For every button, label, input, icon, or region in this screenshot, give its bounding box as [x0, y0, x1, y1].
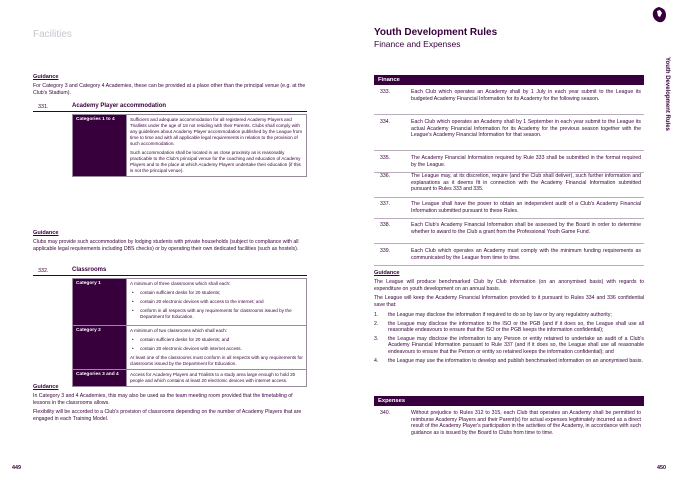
- guidance-text: Clubs may provide such accommodation by lodging students with private households (subject to compliance with all applicable legal requirements including DBS checks) or by operating their own dedicated facilities (such as hostels).: [33, 239, 299, 252]
- list-marker: 1.: [374, 312, 379, 318]
- list-text: the League may disclose the information to any Person or entity retained to undertake an audit of a Club's Academy Financial Information pursuant to Rule 337 (and if it does so, the League shall use all reasonable endeavours to ensure that the Person or entity so retained keeps the information confidential); and: [388, 335, 644, 355]
- bullet-item: • contain sufficient desks for 20 students;: [130, 290, 303, 296]
- finance-section-bar: Finance: [374, 75, 644, 85]
- guidance-text: In Category 3 and 4 Academies, this may also be used as the team meeting room provided that the timetabling of lessons in the classrooms allows.: [33, 393, 293, 406]
- requirement-cell: [127, 279, 307, 326]
- guidance-heading: Guidance: [33, 384, 59, 390]
- rule-title: Academy Player accommodation: [72, 103, 167, 109]
- list-text: the League may use the information to develop and publish benchmarked information on an anonymised basis.: [388, 357, 643, 364]
- bullet-item: • contain sufficient desks for 20 students; and: [130, 337, 303, 343]
- rule-row: [374, 155, 644, 173]
- rule-number: 340.: [380, 410, 391, 416]
- table-row: [73, 115, 307, 177]
- accommodation-table: [72, 114, 307, 177]
- requirement-cell: Access for Academy Players and Trialists to a study area large enough to hold 20 people and which contains at least 20 electronic devices with internet access.: [127, 370, 307, 387]
- guidance-text: For Category 3 and Category 4 Academies, these can be provided at a place other than the principal venue (e.g. at the Club's Stadium).: [33, 83, 306, 96]
- list-item: [374, 336, 644, 356]
- classrooms-table: [72, 278, 307, 387]
- list-text: the League may disclose the information if required to do so by law or by any regulatory authority;: [388, 312, 612, 318]
- requirement-cell: [127, 115, 307, 177]
- category-cell: Categories 3 and 4: [73, 370, 127, 387]
- requirement-text: A minimum of three classrooms which shall each:: [130, 281, 231, 286]
- requirement-text: At least one of the classrooms must conform in all respects with any requirements for classrooms issued by the Department for Education.: [130, 355, 303, 366]
- rule-row: [374, 248, 644, 266]
- guidance-text: The League will keep the Academy Financial Information provided to it pursuant to Rules 334 and 336 confidential save that:: [374, 295, 644, 308]
- rule-row: [374, 173, 644, 198]
- rule-text: Each Club which operates an Academy shall by 1 September in each year submit to the League its actual Academy Financial Information for its Academy for the previous season together with the League's Academy Financial Information for that season.: [411, 119, 641, 139]
- rule-number: 333.: [380, 89, 391, 95]
- side-section-label: [661, 57, 671, 157]
- rule-text: Each Club which operates an Academy must comply with the minimum funding requirements as communicated by the League from time to time.: [411, 248, 641, 261]
- rule-number: 337.: [380, 201, 391, 207]
- rule-row: [374, 222, 644, 244]
- table-row: [73, 326, 307, 370]
- bullet-item: • conform in all respects with any requirements for classrooms issued by the Department for Education.: [130, 308, 303, 320]
- rule-number: 334.: [380, 119, 391, 125]
- list-item: [374, 321, 644, 334]
- requirement-text: Such accommodation shall be located in as close proximity as is reasonably practicable to the Club's principal venue for the coaching and education of Academy Players and to the place at which Academy Players undertake their education (if this is not the principal venue).: [130, 150, 301, 173]
- rule-number: 338.: [380, 222, 391, 228]
- list-marker: 4.: [374, 357, 379, 364]
- rule-text: Each Club's Academy Financial Information shall be assessed by the Board in order to determine whether to award to the Club a grant from the Professional Youth Game Fund.: [411, 222, 641, 235]
- rule-divider: [33, 275, 307, 276]
- category-cell: Category 1: [73, 279, 127, 326]
- guidance-text: The League will produce benchmarked Club by Club information (on an anonymised basis) with regards to expenditure on youth development on an annual basis.: [374, 279, 644, 292]
- rule-text: The League shall have the power to obtain an independent audit of a Club's Academy Financial Information submitted pursuant to these Rules.: [411, 201, 641, 214]
- rule-title: Classrooms: [72, 267, 107, 273]
- rule-number: 339.: [380, 248, 391, 254]
- list-text: the League may disclose the information to the ISO or the PGB (and if it does so, the League shall use all reasonable endeavours to ensure that the ISO or the PGB keeps the information confidential);: [388, 320, 644, 334]
- rule-row: [374, 89, 644, 115]
- page-number: 449: [12, 465, 21, 471]
- table-row: [73, 370, 307, 387]
- guidance-list: [374, 312, 644, 366]
- rule-row: [374, 201, 644, 219]
- page-number: 450: [657, 465, 666, 471]
- list-marker: 3.: [374, 335, 379, 342]
- category-cell: Category 2: [73, 326, 127, 370]
- rule-text: Each Club which operates an Academy shall by 1 July in each year submit to the League its budgeted Academy Financial Information for its Academy for the following season.: [411, 89, 641, 102]
- list-item: [374, 312, 644, 319]
- list-item: [374, 358, 644, 365]
- bullet-item: • contain 20 electronic devices with internet access.: [130, 346, 303, 352]
- rule-divider: [33, 111, 307, 112]
- page-subtitle: Finance and Expenses: [374, 39, 461, 49]
- rule-number: 332.: [38, 268, 49, 274]
- table-row: [73, 279, 307, 326]
- guidance-heading: Guidance: [33, 230, 59, 236]
- rule-number: 336.: [380, 173, 391, 179]
- category-cell: Categories 1 to 4: [73, 115, 127, 177]
- requirement-text: Sufficient and adequate accommodation for all registered Academy Players and Triallists under the age of 18 not residing with their Parents. Clubs shall comply with any guidelines about Academy Player accommodation published by the League from time to time and with all applicable legal requirements in relation to the provision of such accommodation.: [130, 117, 303, 146]
- requirement-cell: [127, 326, 307, 370]
- list-marker: 2.: [374, 320, 379, 327]
- page-title: Youth Development Rules: [374, 27, 498, 38]
- expenses-section-bar: Expenses: [374, 396, 644, 406]
- rule-text: The Academy Financial Information required by Rule 333 shall be submitted in the format required by the League.: [411, 155, 641, 168]
- side-label-text: Youth Development Rules: [664, 57, 670, 131]
- bullet-item: • contain 20 electronic devices with access to the internet; and: [130, 299, 303, 305]
- rule-row: [374, 410, 644, 446]
- guidance-heading: Guidance: [33, 74, 59, 80]
- league-logo-icon: [650, 6, 668, 24]
- rule-row: [374, 119, 644, 151]
- page-section-header: Facilities: [33, 29, 72, 40]
- rule-number: 335.: [380, 155, 391, 161]
- guidance-heading: Guidance: [374, 270, 400, 276]
- rule-text: The League may, at its discretion, require (and the Club shall deliver), such further information and explanations as it deems fit in connection with the Academy Financial Information submitted pursuant to Rules 333 and 335.: [411, 173, 641, 193]
- rule-number: 331.: [38, 104, 49, 110]
- rule-text: Without prejudice to Rules 312 to 315, each Club that operates an Academy shall be permitted to reimburse Academy Players and their Parent(s) for actual expenses legitimately incurred as a direct result of the Academy Player's participation in the activities of the Academy, in accordance with such guidance as is issued by the Board to Clubs from time to time.: [411, 410, 641, 436]
- requirement-text: A minimum of two classrooms which shall each:: [130, 328, 228, 333]
- guidance-text: Flexibility will be accorded to a Club's provision of classrooms depending on the number of Academy Players that are engaged in each Training Model.: [33, 409, 302, 422]
